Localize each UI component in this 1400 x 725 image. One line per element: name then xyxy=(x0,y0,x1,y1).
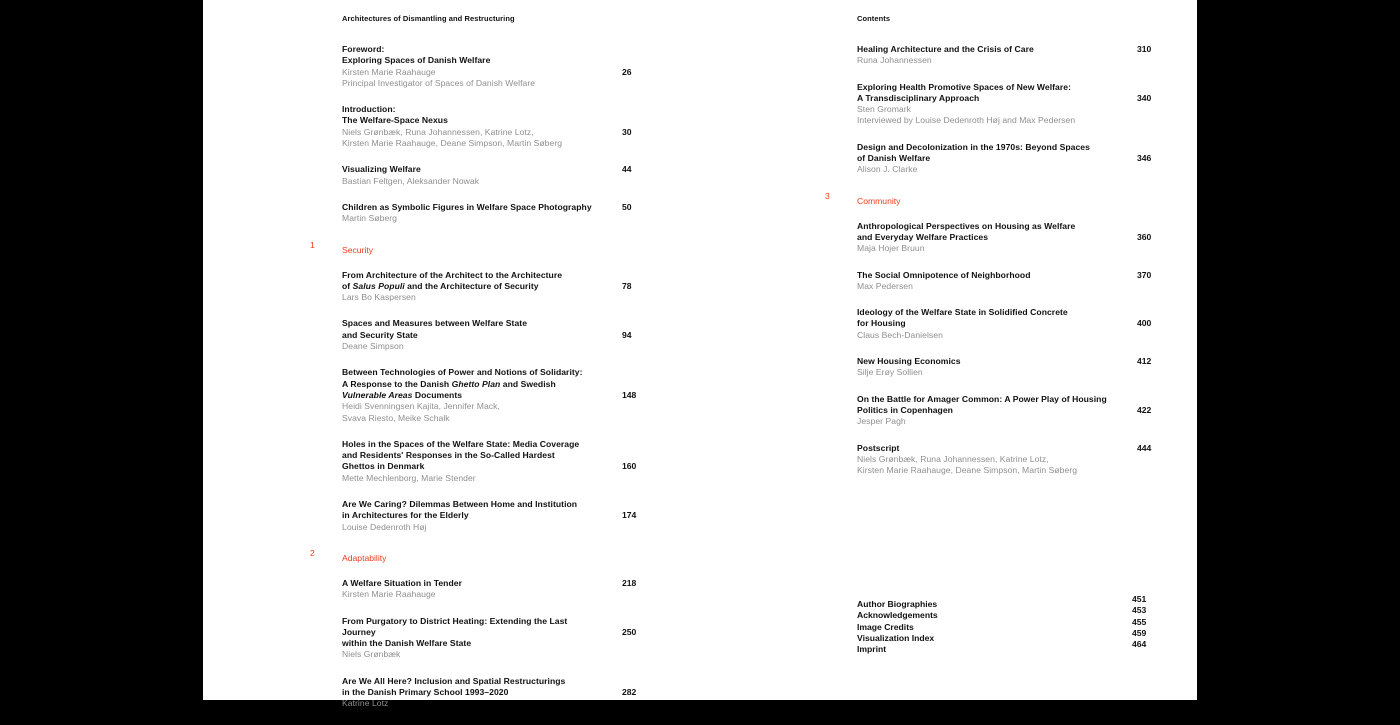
page-right xyxy=(700,0,1197,700)
toc-entry[interactable] xyxy=(857,307,1167,341)
toc-group-front xyxy=(342,44,652,225)
toc-entry-page-number: 94 xyxy=(622,329,632,340)
toc-entry-lines xyxy=(342,318,600,352)
toc-entry-lines xyxy=(342,44,600,89)
toc-entry-lines xyxy=(342,578,600,601)
toc-entry[interactable] xyxy=(342,578,652,601)
toc-entry-title: for Housing xyxy=(857,318,906,329)
toc-entry[interactable] xyxy=(342,164,652,187)
toc-entry-page-number: 370 xyxy=(1137,269,1152,280)
toc-entry-author: Martin Søberg xyxy=(342,213,398,224)
toc-entry[interactable] xyxy=(342,367,652,423)
toc-entry-title: Ideology of the Welfare State in Solidified Concrete xyxy=(857,307,1068,318)
toc-entry-title: of Salus Populi and the Architecture of Security xyxy=(342,280,539,291)
section-heading-adaptability xyxy=(310,547,652,563)
toc-group-continued xyxy=(857,44,1167,176)
toc-entry[interactable] xyxy=(857,142,1167,176)
toc-entry-title: Healing Architecture and the Crisis of Care xyxy=(857,44,1034,54)
backmatter-page-number: 451 xyxy=(1132,594,1147,604)
section-name: Adaptability xyxy=(342,552,387,563)
toc-entry-title: Postscript xyxy=(857,442,900,453)
toc-entry-page-number: 26 xyxy=(622,66,632,77)
toc-entry-title: The Welfare-Space Nexus xyxy=(342,115,448,126)
toc-entry-author: Bastian Feltgen, Aleksander Nowak xyxy=(342,175,480,186)
toc-entry-lines xyxy=(857,394,1115,428)
toc-entry-author: Katrine Lotz xyxy=(342,698,389,709)
toc-entry-title: Foreword: xyxy=(342,44,385,54)
toc-entry-author: Kirsten Marie Raahauge xyxy=(342,589,436,600)
toc-entry-page-number: 412 xyxy=(1137,356,1152,367)
toc-entry-author: Niels Grønbæk xyxy=(342,649,401,660)
toc-entry[interactable] xyxy=(342,616,652,661)
toc-entry-author: Principal Investigator of Spaces of Danish Welfare xyxy=(342,77,536,88)
toc-entry-title: Design and Decolonization in the 1970s: Beyond Spaces xyxy=(857,141,1090,152)
section-number: 3 xyxy=(825,190,830,201)
toc-entry-title: Between Technologies of Power and Notions of Solidarity: xyxy=(342,367,583,378)
toc-entry[interactable] xyxy=(342,676,652,710)
toc-entry-title: Vulnerable Areas Documents xyxy=(342,389,463,400)
backmatter-page-number: 453 xyxy=(1132,605,1147,616)
toc-entry[interactable] xyxy=(342,439,652,484)
toc-entry[interactable] xyxy=(342,202,652,225)
toc-entry-lines xyxy=(342,367,600,423)
backmatter-row[interactable] xyxy=(857,639,1167,655)
toc-entry-title: On the Battle for Amager Common: A Power Play of Housing xyxy=(857,393,1107,404)
section-number: 1 xyxy=(310,239,315,250)
toc-entry-page-number: 310 xyxy=(1137,44,1152,54)
toc-entry[interactable] xyxy=(342,44,652,89)
toc-entry[interactable] xyxy=(342,104,652,149)
section-heading-security xyxy=(310,239,652,255)
backmatter-page-number: 464 xyxy=(1132,639,1147,650)
toc-entry-title: of Danish Welfare xyxy=(857,153,931,164)
toc-group-community xyxy=(857,221,1167,477)
toc-entry-title: Ghettos in Denmark xyxy=(342,461,425,472)
backmatter-page-number: 455 xyxy=(1132,616,1147,627)
toc-entry[interactable] xyxy=(342,499,652,533)
toc-entry-author: Claus Bech-Danielsen xyxy=(857,329,943,340)
toc-entry-lines xyxy=(342,499,600,533)
toc-entry-title: and Security State xyxy=(342,329,418,340)
toc-entry-author: Deane Simpson xyxy=(342,341,404,352)
toc-entry-author: Svava Riesto, Meike Schalk xyxy=(342,412,450,423)
page-left xyxy=(203,0,700,709)
section-name: Security xyxy=(342,244,374,255)
toc-entry-lines xyxy=(342,616,600,661)
toc-entry-lines xyxy=(857,44,1115,67)
toc-entry-title: New Housing Economics xyxy=(857,356,961,367)
backmatter-page-number: 459 xyxy=(1132,627,1147,638)
toc-entry-author: Mette Mechlenborg, Marie Stender xyxy=(342,472,476,483)
toc-entry-page-number: 30 xyxy=(622,126,632,137)
toc-entry[interactable] xyxy=(342,318,652,352)
toc-group-adaptability xyxy=(342,578,652,710)
toc-entry-title: Politics in Copenhagen xyxy=(857,404,953,415)
toc-entry-title: A Response to the Danish Ghetto Plan and Swedish xyxy=(342,378,556,389)
backmatter-label: Visualization Index xyxy=(857,632,935,643)
toc-entry-lines xyxy=(342,164,600,187)
toc-entry-author: Kirsten Marie Raahauge xyxy=(342,66,436,77)
toc-entry-page-number: 282 xyxy=(622,686,637,697)
toc-entry-author: Niels Grønbæk, Runa Johannessen, Katrine Lotz, xyxy=(342,126,534,137)
toc-entry-lines xyxy=(857,82,1115,127)
toc-entry-lines xyxy=(857,443,1115,477)
toc-entry-lines xyxy=(342,676,600,710)
toc-entry-lines xyxy=(857,142,1115,176)
toc-entry-author: Alison J. Clarke xyxy=(857,164,918,175)
toc-entry-title: in the Danish Primary School 1993–2020 xyxy=(342,686,509,697)
backmatter-row[interactable] xyxy=(857,616,1167,632)
toc-entry-lines xyxy=(857,356,1115,379)
toc-entry-author: Lars Bo Kaspersen xyxy=(342,292,416,303)
toc-entry-lines xyxy=(857,270,1115,293)
backmatter-row[interactable] xyxy=(857,605,1167,621)
toc-entry-title: within the Danish Welfare State xyxy=(342,638,472,649)
toc-entry-title: Are We Caring? Dilemmas Between Home and Institution xyxy=(342,499,578,510)
toc-entry[interactable] xyxy=(857,82,1167,127)
toc-entry-title: Exploring Spaces of Danish Welfare xyxy=(342,55,491,66)
toc-entry-author: Niels Grønbæk, Runa Johannessen, Katrine Lotz, xyxy=(857,453,1049,464)
toc-entry-title: Exploring Health Promotive Spaces of New Welfare: xyxy=(857,81,1071,92)
toc-entry-author: Silje Erøy Sollien xyxy=(857,367,923,378)
backmatter-row[interactable] xyxy=(857,627,1167,643)
toc-column-right xyxy=(825,44,1167,491)
toc-entry-author: Runa Johannessen xyxy=(857,55,932,66)
toc-entry-title: Anthropological Perspectives on Housing as Welfare xyxy=(857,220,1076,231)
toc-entry-author: Interviewed by Louise Dedenroth Høj and Max Pedersen xyxy=(857,115,1076,126)
section-name: Community xyxy=(857,195,901,206)
toc-entry-lines xyxy=(342,202,600,225)
toc-entry-title: Children as Symbolic Figures in Welfare Space Photography xyxy=(342,201,592,212)
toc-entry-author: Louise Dedenroth Høj xyxy=(342,521,427,532)
backmatter-label: Image Credits xyxy=(857,621,914,632)
running-head-left: Architectures of Dismantling and Restructuring xyxy=(342,14,515,23)
backmatter-row[interactable] xyxy=(857,594,1167,609)
toc-entry-lines xyxy=(342,270,600,304)
toc-entry-author: Max Pedersen xyxy=(857,280,913,291)
toc-entry-lines xyxy=(342,104,600,149)
backmatter-label: Imprint xyxy=(857,644,887,655)
toc-entry-author: Maja Hojer Bruun xyxy=(857,243,925,254)
toc-entry-page-number: 148 xyxy=(622,389,637,400)
toc-entry-title: From Purgatory to District Heating: Extending the Last Journey xyxy=(342,615,568,637)
toc-entry-page-number: 346 xyxy=(1137,153,1152,164)
toc-entry-page-number: 250 xyxy=(622,626,637,637)
toc-entry[interactable] xyxy=(857,221,1167,255)
toc-entry-page-number: 78 xyxy=(622,280,632,291)
toc-entry-page-number: 44 xyxy=(622,164,632,175)
toc-entry-page-number: 160 xyxy=(622,461,637,472)
section-heading-community xyxy=(825,190,1167,206)
toc-entry-title: Introduction: xyxy=(342,104,396,115)
toc-entry-title: Visualizing Welfare xyxy=(342,164,421,175)
running-head-right: Contents xyxy=(857,14,891,23)
toc-entry-page-number: 422 xyxy=(1137,404,1152,415)
book-spread xyxy=(203,0,1197,709)
backmatter-label: Acknowledgements xyxy=(857,610,938,621)
toc-entry-page-number: 218 xyxy=(622,577,637,588)
toc-entry-title: A Welfare Situation in Tender xyxy=(342,577,462,588)
toc-entry-title: A Transdisciplinary Approach xyxy=(857,92,980,103)
toc-entry-author: Kirsten Marie Raahauge, Deane Simpson, Martin Søberg xyxy=(857,465,1078,476)
toc-entry[interactable] xyxy=(857,356,1167,379)
toc-column-left xyxy=(310,44,652,725)
toc-entry-page-number: 400 xyxy=(1137,318,1152,329)
toc-entry-title: in Architectures for the Elderly xyxy=(342,510,469,521)
toc-entry-title: Are We All Here? Inclusion and Spatial Restructurings xyxy=(342,675,566,686)
section-number: 2 xyxy=(310,547,315,558)
toc-entry-author: Jesper Pagh xyxy=(857,416,906,427)
toc-entry-author: Kirsten Marie Raahauge, Deane Simpson, Martin Søberg xyxy=(342,138,563,149)
toc-entry-lines xyxy=(857,221,1115,255)
toc-entry[interactable] xyxy=(857,443,1167,477)
toc-entry-page-number: 50 xyxy=(622,201,632,212)
toc-entry-lines xyxy=(342,439,600,484)
toc-entry-title: and Residents' Responses in the So-Called Hardest xyxy=(342,450,555,461)
toc-entry-title: From Architecture of the Architect to the Architecture xyxy=(342,269,563,280)
toc-entry-page-number: 340 xyxy=(1137,92,1152,103)
toc-entry[interactable] xyxy=(857,44,1167,67)
toc-entry-author: Sten Gromark xyxy=(857,104,912,115)
toc-entry-title: and Everyday Welfare Practices xyxy=(857,231,989,242)
toc-entry-title: Holes in the Spaces of the Welfare State: Media Coverage xyxy=(342,438,580,449)
toc-entry-title: The Social Omnipotence of Neighborhood xyxy=(857,269,1031,280)
toc-entry[interactable] xyxy=(342,270,652,304)
toc-entry[interactable] xyxy=(857,394,1167,428)
toc-entry-page-number: 444 xyxy=(1137,442,1152,453)
toc-entry-page-number: 174 xyxy=(622,510,637,521)
toc-entry-author: Heidi Svenningsen Kajita, Jennifer Mack, xyxy=(342,401,500,412)
backmatter-list xyxy=(857,594,1167,655)
toc-entry-title: Spaces and Measures between Welfare State xyxy=(342,318,528,329)
toc-entry[interactable] xyxy=(857,270,1167,293)
backmatter-label: Author Biographies xyxy=(857,599,938,609)
toc-group-security xyxy=(342,270,652,533)
toc-entry-page-number: 360 xyxy=(1137,231,1152,242)
toc-entry-lines xyxy=(857,307,1115,341)
